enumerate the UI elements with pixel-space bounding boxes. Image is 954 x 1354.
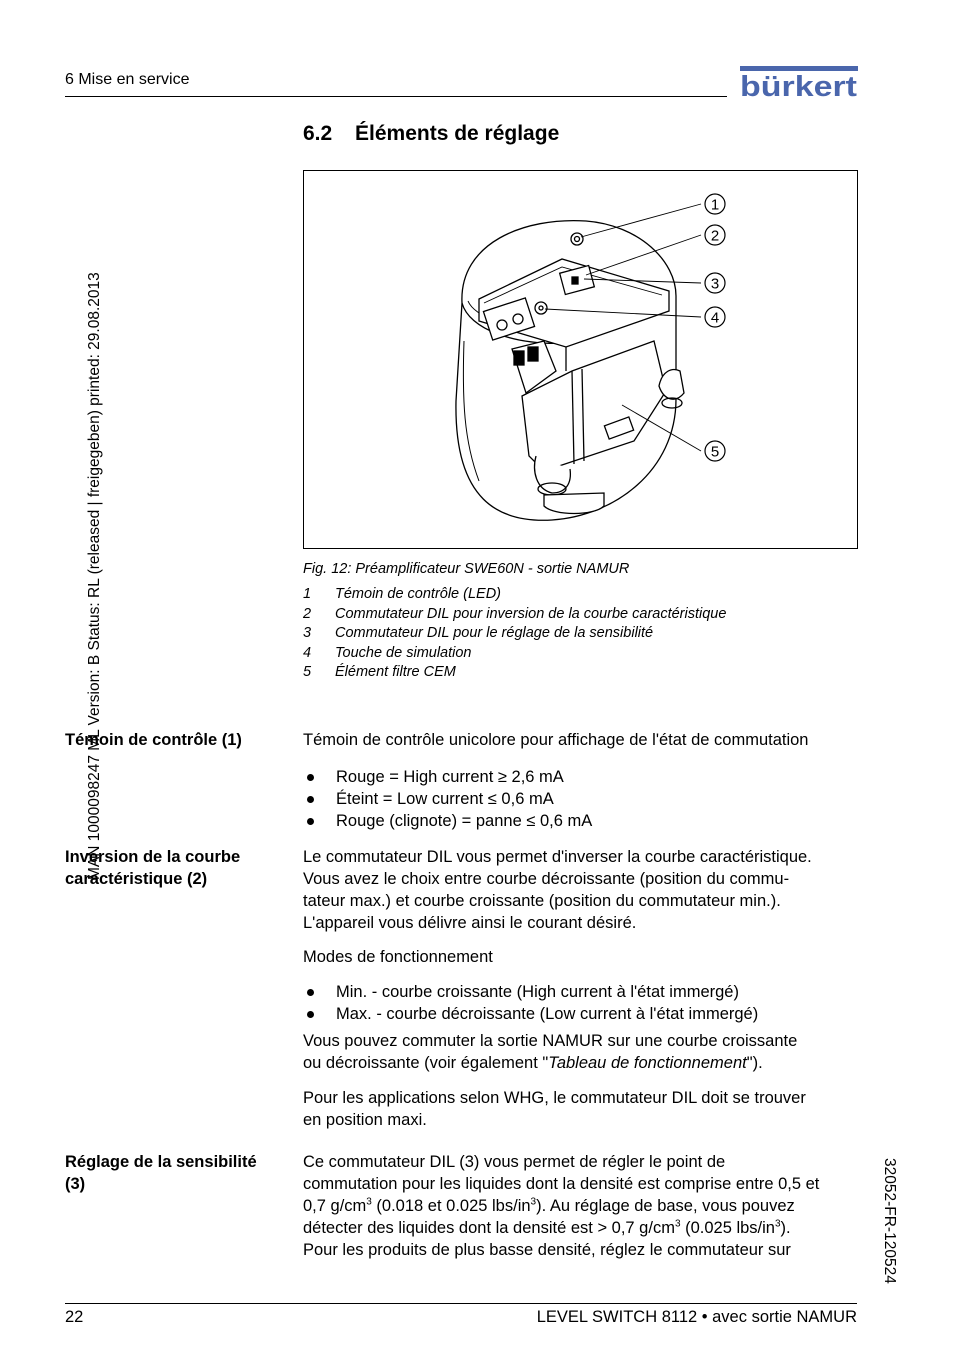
list-item: Min. - courbe croissante (High current à l'état immergé): [303, 981, 859, 1003]
header-rule: [65, 96, 727, 97]
legend-item: 1 Témoin de contrôle (LED): [303, 586, 502, 602]
modes-title: Modes de fonctionnement: [303, 948, 493, 966]
figure-legend: [303, 585, 726, 683]
temoin-bullets: [303, 766, 859, 832]
list-item: Max. - courbe décroissante (Low current à l'état immergé): [303, 1003, 859, 1025]
bullet-icon: [307, 796, 314, 803]
callout-2-label: 2: [710, 227, 720, 245]
legend-item: 4 Touche de simulation: [303, 644, 472, 661]
led: [571, 233, 583, 245]
callout-1-label: 1: [710, 196, 720, 214]
bullet-icon: [307, 818, 314, 825]
inversion-paragraph-2: Vous pouvez commuter la sortie NAMUR sur une courbe croissante ou décroissante (voir également "Tableau de fonctionnement").: [303, 1032, 798, 1072]
list-item: Rouge (clignote) = panne ≤ 0,6 mA: [303, 810, 859, 832]
figure-frame: [303, 170, 858, 549]
list-item: Rouge = High current ≥ 2,6 mA: [303, 766, 859, 788]
legend-item: 5 Élément filtre CEM: [303, 664, 456, 680]
bullet-icon: [307, 989, 314, 996]
bullet-icon: [307, 1011, 314, 1018]
inversion-paragraph-3: Pour les applications selon WHG, le commutateur DIL doit se trouver en position maxi.: [303, 1089, 806, 1129]
section-title: [303, 122, 559, 146]
label-temoin: Témoin de contrôle (1): [65, 731, 242, 749]
bullet-icon: [307, 774, 314, 781]
callout-5-label: 5: [710, 443, 720, 461]
sensibilite-paragraph: Ce commutateur DIL (3) vous permet de régler le point de commutation pour les liquides dont la densité est comprise entre 0,5 et 0,7 $g/cm^3$ (0.018 et 0.025 lbs/$in^3$). Au réglage de base, vous pouvez détecter des liquides dont la densité est > 0,7 $g/cm^3$ (0.025 lbs/$in^3$). Pour les produits de plus basse densité, réglez le commutateur sur: [303, 1153, 820, 1259]
temoin-intro: Témoin de contrôle unicolore pour affichage de l'état de commutation: [303, 731, 809, 749]
callout-4-label: 4: [710, 309, 720, 327]
footer-title: LEVEL SWITCH 8112 • avec sortie NAMUR: [536, 1308, 857, 1326]
page-number: 22: [65, 1308, 84, 1326]
footer-rule: [65, 1303, 857, 1304]
label-sensibilite: Réglage de la sensibilité (3): [65, 1153, 257, 1193]
simulation-button: [535, 302, 547, 314]
burkert-logo: [740, 66, 858, 103]
side-print-info: MAN 1000098247 ML Version: B Status: RL (released | freigegeben) printed: 29.08.2013: [86, 272, 103, 880]
section-number: 6.2: [303, 122, 333, 145]
list-item: Éteint = Low current ≤ 0,6 mA: [303, 788, 859, 810]
modes-bullets: [303, 981, 859, 1025]
callout-3-label: 3: [710, 275, 720, 293]
inversion-paragraph-1: Le commutateur DIL vous permet d'inverser la courbe caractéristique. Vous avez le choix entre courbe décroissante (position du commu- tateur max.) et courbe croissante (position du commutateur min.). L'appareil vous délivre ainsi le courant désiré.: [303, 848, 812, 932]
running-header: 6 Mise en service: [65, 71, 190, 88]
figure-caption: Fig. 12: Préamplificateur SWE60N - sortie NAMUR: [303, 561, 630, 577]
side-document-code: 32052-FR-120524: [881, 1158, 898, 1284]
logo-text: bürkert: [740, 71, 858, 98]
label-inversion: Inversion de la courbe caractéristique (2): [65, 848, 241, 888]
legend-item: 2 Commutateur DIL pour inversion de la courbe caractéristique: [303, 605, 727, 622]
preamplifier-drawing: [304, 171, 857, 548]
section-heading: Éléments de réglage: [355, 122, 560, 145]
legend-item: 3 Commutateur DIL pour le réglage de la sensibilité: [303, 625, 654, 641]
